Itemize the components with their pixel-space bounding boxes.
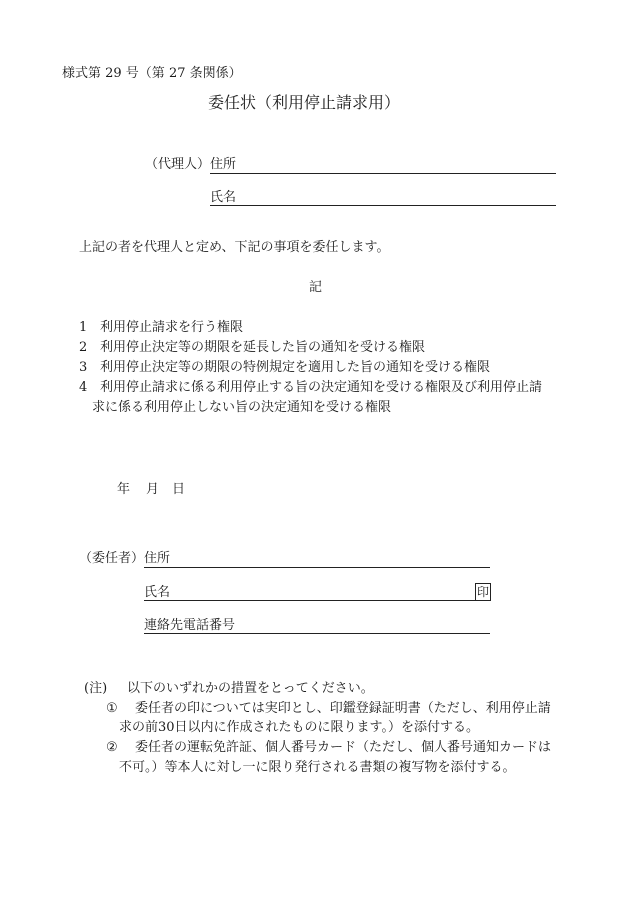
item-text-continued: 求に係る利用停止しない旨の決定通知を受ける権限: [92, 400, 392, 415]
agent-name-label: 氏名: [210, 190, 237, 205]
item-text: 利用停止請求を行う権限: [100, 320, 244, 335]
item-text: 利用停止決定等の期限を延長した旨の通知を受ける権限: [100, 340, 426, 355]
agent-address-label: 住所: [210, 157, 237, 172]
item-number: 3: [79, 360, 88, 375]
principal-address-label: 住所: [144, 551, 171, 566]
note-mark: ②: [106, 740, 118, 755]
note-text-continued: 求の前30日以内に作成されたものに限ります。）を添付する。: [119, 720, 480, 735]
principal-name-label: 氏名: [144, 585, 171, 600]
date-month: 月: [146, 482, 160, 497]
item-number: 1: [79, 320, 88, 335]
document-title: 委任状（利用停止請求用）: [208, 93, 401, 112]
item-text: 利用停止決定等の期限の特例規定を適用した旨の通知を受ける権限: [100, 360, 491, 375]
note-text-continued: 不可。）等本人に対し一に限り発行される書類の複写物を添付する。: [119, 760, 516, 775]
principal-name-field[interactable]: [144, 600, 490, 601]
principal-label: （委任者）: [79, 551, 145, 566]
ki-heading: 記: [309, 280, 323, 295]
note-text: 委任者の印については実印とし、印鑑登録証明書（ただし、利用停止請: [135, 701, 551, 716]
date-day: 日: [172, 482, 186, 497]
note-mark: ①: [106, 701, 118, 716]
principal-phone-label: 連絡先電話番号: [144, 618, 236, 633]
notes-label: (注): [84, 681, 108, 696]
delegation-statement: 上記の者を代理人と定め、下記の事項を委任します。: [79, 240, 390, 255]
agent-label: （代理人）: [145, 157, 211, 172]
item-text: 利用停止請求に係る利用停止する旨の決定通知を受ける権限及び利用停止請: [100, 380, 543, 395]
form-number: 様式第 29 号（第 27 条関係）: [62, 66, 242, 81]
date-year: 年: [117, 482, 131, 497]
notes-intro: 以下のいずれかの措置をとってください。: [127, 681, 374, 696]
agent-address-field[interactable]: [210, 173, 556, 174]
item-number: 4: [79, 380, 88, 395]
item-number: 2: [79, 340, 88, 355]
seal-box: 印: [476, 585, 489, 599]
principal-address-field[interactable]: [144, 567, 490, 568]
principal-phone-field[interactable]: [144, 633, 490, 634]
agent-name-field[interactable]: [210, 205, 556, 206]
note-text: 委任者の運転免許証、個人番号カード（ただし、個人番号通知カードは: [135, 740, 552, 755]
